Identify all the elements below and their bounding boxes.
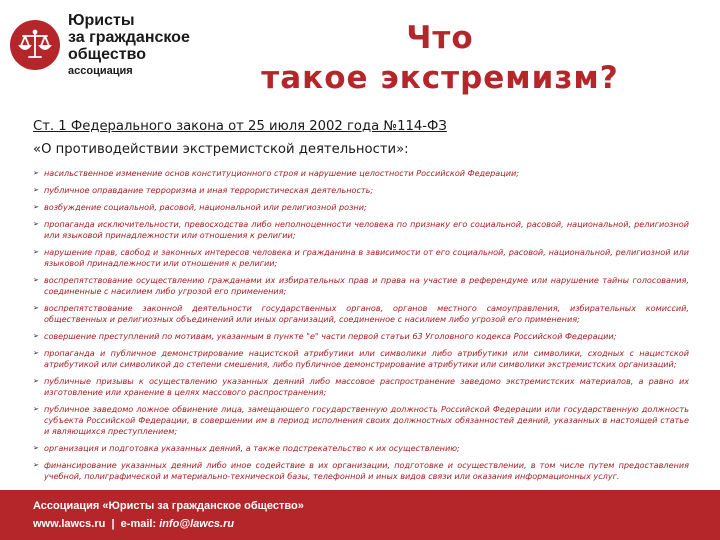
footer-site-link[interactable]: www.lawcs.ru — [33, 518, 106, 530]
list-item: ➢ публичное заведомо ложное обвинение лица, замещающего государственную должность Российской Федерации или государственную должность субъекта Российской Федерации, в совершении им в период исполнения своих должностных обязанностей деяний, указанных в настоящей статье и являющихся преступлением; — [33, 404, 689, 437]
main-content — [33, 117, 689, 488]
list-item: ➢ организация и подготовка указанных деяний, а также подстрекательство к их осуществлению; — [33, 443, 460, 454]
arrow-bullet-icon: ➢ — [33, 276, 39, 285]
logo-text — [68, 12, 190, 78]
logo-line-2: за гражданское — [68, 29, 190, 46]
law-name: «О противодействии экстремистской деятельности»: — [33, 142, 409, 157]
logo-line-3: общество — [68, 46, 146, 63]
law-reference: Ст. 1 Федерального закона от 25 июля 2002 года №114-ФЗ — [33, 119, 447, 134]
footer-separator: | — [111, 518, 115, 530]
list-item: ➢ публичное оправдание терроризма и иная террористическая деятельность; — [33, 185, 374, 196]
arrow-bullet-icon: ➢ — [33, 304, 39, 313]
list-item: ➢ воспрепятствование законной деятельности государственных органов, органов местного самоуправления, избирательных комиссий, общественных и религиозных объединений или иных организаций, соединенное с насилием либо угрозой его применения; — [33, 303, 689, 325]
footer-email-link[interactable]: info@lawcs.ru — [159, 518, 235, 530]
list-item: ➢ публичные призывы к осуществлению указанных деяний либо массовое распространение заведомо экстремистских материалов, а равно их изготовление или хранение в целях массового распространения; — [33, 376, 689, 398]
extremism-definition-list — [33, 168, 689, 482]
list-item: ➢ воспрепятствование осуществлению гражданами их избирательных прав и права на участие в референдуме или нарушение тайны голосования, соединенные с насилием либо угрозой его применения; — [33, 275, 689, 297]
arrow-bullet-icon: ➢ — [33, 203, 39, 212]
page-title-line-2: такое экстремизм? — [261, 60, 619, 96]
footer-email-label: e-mail: — [120, 518, 157, 530]
list-item: ➢ финансирование указанных деяний либо иное содействие в их организации, подготовке и осуществлении, в том числе путем предоставления учебной, полиграфической и материально-технической базы, телефонной и иных видов связи или оказания информационных услуг. — [33, 460, 689, 482]
page-title-line-1: Что — [406, 20, 474, 56]
footer — [0, 490, 720, 540]
arrow-bullet-icon: ➢ — [33, 461, 39, 470]
footer-org: Ассоциация «Юристы за гражданское общество» — [33, 500, 304, 512]
list-item: ➢ пропаганда и публичное демонстрирование нацистской атрибутики или символики либо атрибутики или символики, сходных с нацистской атрибутикой или символикой до степени смешения, либо публичное демонстрирование атрибутики или символики экстремистских организаций; — [33, 348, 689, 370]
list-item: ➢ насильственное изменение основ конституционного строя и нарушение целостности Российской Федерации; — [33, 168, 519, 178]
arrow-bullet-icon: ➢ — [33, 186, 39, 195]
arrow-bullet-icon: ➢ — [33, 349, 39, 358]
list-item: ➢ совершение преступлений по мотивам, указанным в пункте "е" части первой статьи 63 Уголовного кодекса Российской Федерации; — [33, 331, 617, 342]
arrow-bullet-icon: ➢ — [33, 332, 39, 341]
arrow-bullet-icon: ➢ — [33, 220, 39, 229]
logo-emblem — [10, 20, 60, 70]
arrow-bullet-icon: ➢ — [33, 377, 39, 386]
list-item: ➢ возбуждение социальной, расовой, национальной или религиозной розни; — [33, 202, 367, 213]
scales-icon — [15, 25, 55, 65]
list-item: ➢ пропаганда исключительности, превосходства либо неполноценности человека по признаку его социальной, расовой, национальной, религиозной или языковой принадлежности или отношения к религии; — [33, 219, 689, 241]
arrow-bullet-icon: ➢ — [33, 444, 39, 453]
arrow-bullet-icon: ➢ — [33, 405, 39, 414]
logo-line-1: Юристы — [68, 12, 135, 29]
arrow-bullet-icon: ➢ — [33, 248, 39, 257]
logo — [10, 12, 190, 78]
logo-subtitle: ассоциация — [68, 65, 133, 77]
arrow-bullet-icon: ➢ — [33, 169, 39, 177]
list-item: ➢ нарушение прав, свобод и законных интересов человека и гражданина в зависимости от его социальной, расовой, национальной, религиозной или языковой принадлежности или отношения к религии; — [33, 247, 689, 269]
page-title — [230, 18, 650, 98]
footer-contacts — [33, 517, 234, 531]
